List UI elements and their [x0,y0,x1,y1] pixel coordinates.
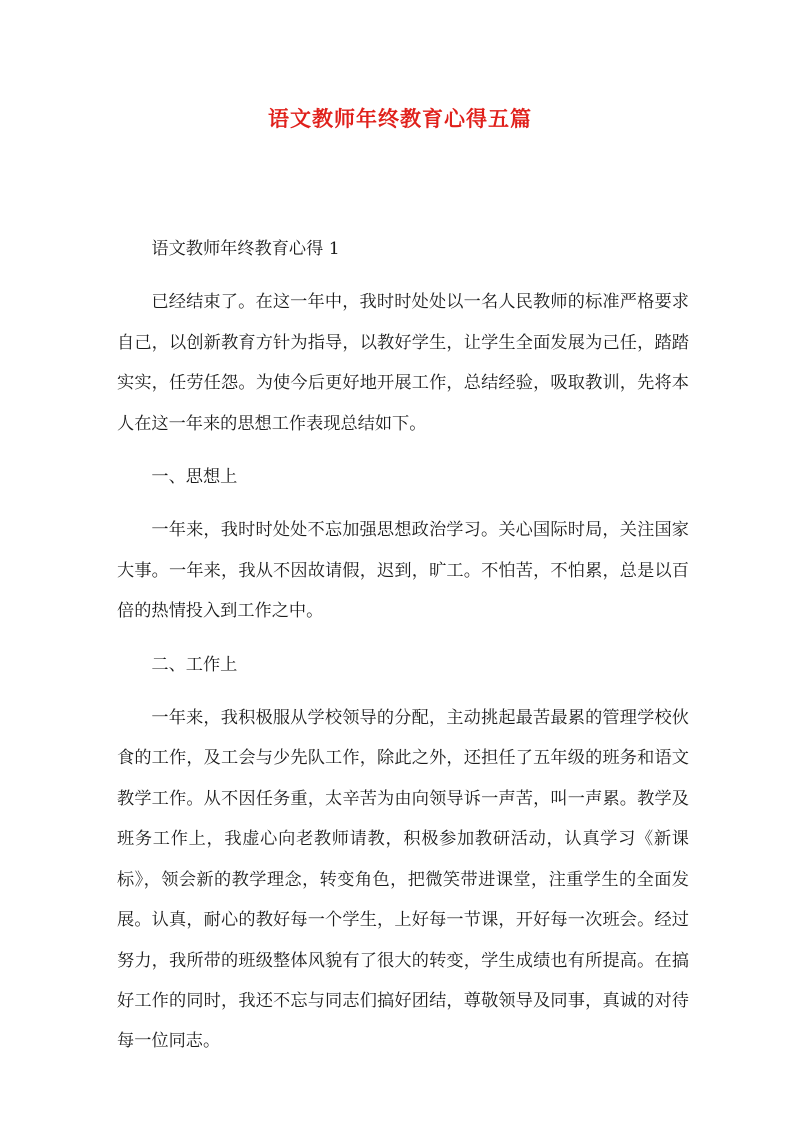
page-title: 语文教师年终教育心得五篇 [268,106,532,131]
section-heading: 语文教师年终教育心得 1 [151,239,340,259]
part2-heading: 二、工作上 [151,654,238,675]
part2-paragraph: 一年来，我积极服从学校领导的分配，主动挑起最苦最累的管理学校伙食的工作，及工会与少先队工作，除此之外，还担任了五年级的班务和语文教学工作。从不因任务重，太辛苦为由向领导诉一声苦，叫一声累。教学及班务工作上，我虚心向老教师请教，积极参加教研活动，认真学习《新课标》，领会新的教学理念，转变角色，把微笑带进课堂，注重学生的全面发展。认真，耐心的教好每一个学生，上好每一节课，开好每一次班会。经过努力，我所带的班级整体风貌有了很大的转变，学生成绩也有所提高。在搞好工作的同时，我还不忘与同志们搞好团结，尊敬领导及同事，真诚的对待每一位同志。 [117,708,689,1052]
part1-paragraph: 一年来，我时时处处不忘加强思想政治学习。关心国际时局，关注国家大事。一年来，我从不因故请假，迟到，旷工。不怕苦，不怕累，总是以百倍的热情投入到工作之中。 [117,520,689,622]
part1-heading: 一、思想上 [151,467,238,488]
document-body [117,229,689,1075]
intro-paragraph: 已经结束了。在这一年中，我时时处处以一名人民教师的标准严格要求自己，以创新教育方针为指导，以教好学生，让学生全面发展为己任，踏踏实实，任劳任怨。为使今后更好地开展工作，总结经验，吸取教训，先将本人在这一年来的思想工作表现总结如下。 [117,292,689,434]
